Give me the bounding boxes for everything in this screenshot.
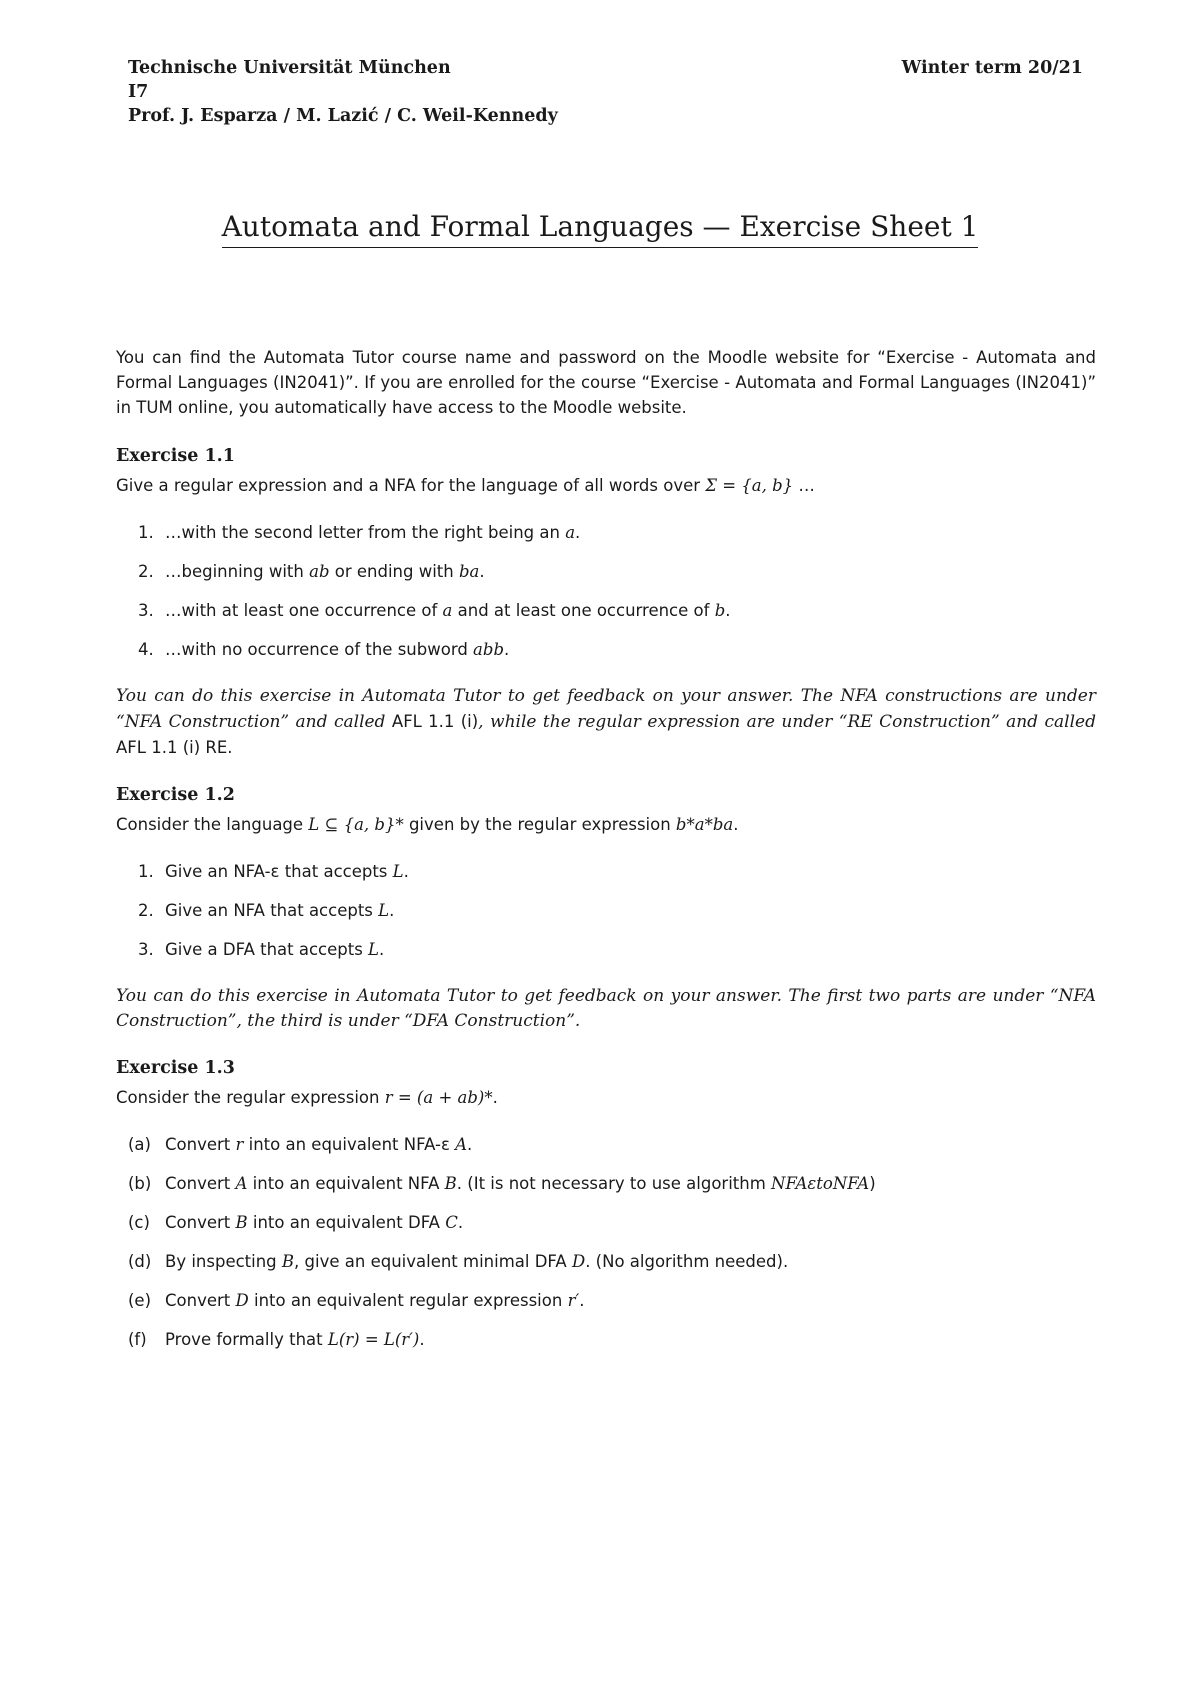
note-task-name: AFL 1.1 (i) — [391, 712, 479, 731]
item-text: Give an NFA that accepts — [165, 901, 379, 920]
item-math: A — [235, 1174, 248, 1193]
exercise-item-list — [116, 1132, 1096, 1352]
item-math: r′ — [567, 1291, 580, 1310]
item-text: . — [504, 640, 510, 659]
statement-text: . — [733, 815, 739, 834]
item-text: ) — [869, 1174, 876, 1193]
list-item — [116, 559, 1096, 584]
item-text: . — [389, 901, 395, 920]
item-number: (c) — [128, 1213, 150, 1232]
list-item — [116, 1327, 1096, 1352]
item-math: b — [714, 601, 726, 620]
automata-tutor-note: You can do this exercise in Automata Tutor to get feedback on your answer. The first two parts are under “NFA Construction”, the third is under “DFA Construction”. — [116, 986, 1096, 1031]
exercise-statement — [116, 1085, 1096, 1110]
note-task-name: AFL 1.1 (i) RE — [116, 738, 228, 757]
item-math: a — [565, 523, 576, 542]
item-text: . — [575, 523, 581, 542]
exercise-1-3 — [116, 1056, 1096, 1352]
item-text: Give a DFA that accepts — [165, 940, 369, 959]
item-math: L(r) = L(r′) — [327, 1330, 420, 1349]
item-text: . — [379, 940, 385, 959]
sheet-title-container — [0, 210, 1200, 248]
item-text: Prove formally that — [165, 1330, 328, 1349]
list-item — [116, 637, 1096, 662]
item-number: (d) — [128, 1252, 152, 1271]
exercise-heading: Exercise 1.2 — [116, 785, 235, 805]
item-text: Give an NFA-ε that accepts — [165, 862, 393, 881]
item-number: 3. — [138, 940, 154, 959]
list-item — [116, 898, 1096, 923]
item-text: . (No algorithm needed). — [585, 1252, 789, 1271]
item-math: B — [235, 1213, 248, 1232]
item-math: abb — [473, 640, 505, 659]
item-text: …with no occurrence of the subword — [165, 640, 474, 659]
list-item — [116, 1249, 1096, 1274]
item-text: into an equivalent NFA-ε — [243, 1135, 456, 1154]
item-text: . — [467, 1135, 473, 1154]
statement-math: r = (a + ab)* — [384, 1088, 493, 1107]
exercise-item-list — [116, 520, 1096, 662]
item-number: 4. — [138, 640, 154, 659]
item-text: Convert — [165, 1135, 236, 1154]
item-math: L — [378, 901, 390, 920]
item-math: ba — [458, 562, 480, 581]
item-number: 1. — [138, 862, 154, 881]
automata-tutor-note — [116, 684, 1096, 761]
item-math: r — [235, 1135, 244, 1154]
item-number: 3. — [138, 601, 154, 620]
item-number: (e) — [128, 1291, 152, 1310]
item-text: Convert — [165, 1174, 236, 1193]
item-math: a — [442, 601, 453, 620]
statement-math: L ⊆ {a, b}* — [308, 815, 404, 834]
item-math: ab — [309, 562, 330, 581]
note-text: , while the regular expression are under “RE Construction” and called — [478, 712, 1096, 732]
item-math: B — [444, 1174, 457, 1193]
statement-text: Consider the regular expression — [116, 1088, 385, 1107]
item-text: into an equivalent regular expression — [248, 1291, 568, 1310]
sheet-body — [116, 345, 1096, 1374]
exercise-1-1 — [116, 444, 1096, 761]
intro-paragraph: You can find the Automata Tutor course name and password on the Moodle website for “Exercise - Automata and Formal Languages (IN2041)”. If you are enrolled for the course “Exercise - Automata and Formal Languages (IN2041)” in TUM online, you automatically have access to the Moodle website. — [116, 348, 1096, 417]
exercise-item-list — [116, 859, 1096, 962]
item-text: . — [403, 862, 409, 881]
item-math: NFAεtoNFA — [771, 1174, 870, 1193]
term-label: Winter term 20/21 — [901, 58, 1083, 78]
item-number: (b) — [128, 1174, 152, 1193]
item-math: A — [455, 1135, 468, 1154]
exercise-heading: Exercise 1.3 — [116, 1058, 235, 1078]
item-text: By inspecting — [165, 1252, 282, 1271]
item-text: …beginning with — [165, 562, 310, 581]
item-math: C — [445, 1213, 458, 1232]
item-math: D — [571, 1252, 586, 1271]
item-number: 2. — [138, 901, 154, 920]
item-text: . — [725, 601, 731, 620]
item-text: into an equivalent DFA — [247, 1213, 446, 1232]
statement-math: Σ = {a, b} — [705, 476, 794, 495]
item-text: . — [579, 1291, 585, 1310]
item-text: …with at least one occurrence of — [165, 601, 443, 620]
item-text: or ending with — [329, 562, 459, 581]
item-math: D — [235, 1291, 249, 1310]
item-text: and at least one occurrence of — [452, 601, 715, 620]
exercise-1-2 — [116, 783, 1096, 1034]
sheet-title: Automata and Formal Languages — Exercise Sheet 1 — [222, 210, 979, 248]
item-math: L — [392, 862, 404, 881]
university-name: Technische Universität München — [128, 58, 451, 78]
note-text: You can do this exercise in Automata Tutor to get feedback on your answer. The NFA constructions are under “NFA Construction” and called — [116, 686, 1096, 732]
item-number: 2. — [138, 562, 154, 581]
list-item — [116, 1210, 1096, 1235]
statement-text: Give a regular expression and a NFA for the language of all words over — [116, 476, 706, 495]
list-item — [116, 937, 1096, 962]
chair-name: I7 — [128, 82, 149, 102]
statement-text: Consider the language — [116, 815, 309, 834]
item-text: . (It is not necessary to use algorithm — [456, 1174, 772, 1193]
list-item — [116, 1171, 1096, 1196]
item-number: (f) — [128, 1330, 147, 1349]
list-item — [116, 1132, 1096, 1157]
list-item — [116, 520, 1096, 545]
item-text: into an equivalent NFA — [247, 1174, 445, 1193]
item-text: . — [419, 1330, 425, 1349]
list-item — [116, 1288, 1096, 1313]
item-number: (a) — [128, 1135, 151, 1154]
exercise-heading: Exercise 1.1 — [116, 446, 235, 466]
page-header — [128, 56, 1083, 128]
list-item — [116, 859, 1096, 884]
list-item — [116, 598, 1096, 623]
exercise-statement — [116, 473, 1096, 498]
item-text: Convert — [165, 1213, 236, 1232]
note-text: . — [227, 738, 233, 757]
statement-text: . — [492, 1088, 498, 1107]
item-text: . — [457, 1213, 464, 1232]
authors: Prof. J. Esparza / M. Lazić / C. Weil-Kennedy — [128, 106, 558, 126]
item-math: B — [281, 1252, 295, 1271]
item-text: Convert — [165, 1291, 236, 1310]
item-text: …with the second letter from the right being an — [165, 523, 566, 542]
statement-text: … — [793, 476, 815, 495]
statement-text: given by the regular expression — [403, 815, 676, 834]
item-number: 1. — [138, 523, 154, 542]
item-math: L — [368, 940, 380, 959]
exercise-statement — [116, 812, 1096, 837]
statement-math: b*a*ba — [675, 815, 734, 834]
item-text: . — [479, 562, 485, 581]
item-text: , give an equivalent minimal DFA — [294, 1252, 572, 1271]
